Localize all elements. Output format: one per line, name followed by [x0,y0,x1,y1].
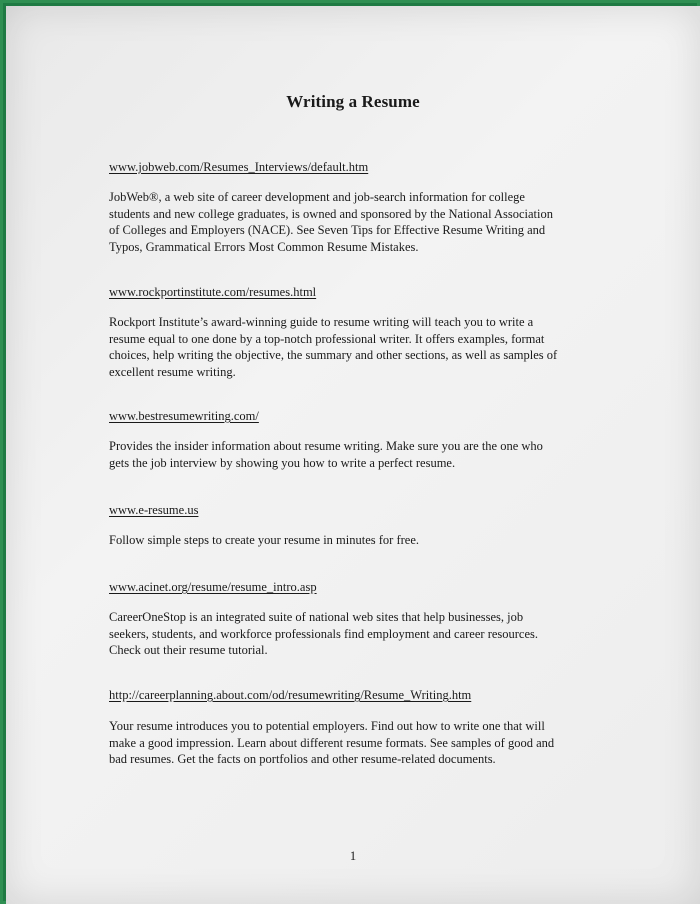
resource-description-e-resume [109,532,609,549]
description-line: choices, help writing the objective, the summary and other sections, as well as samples of [109,348,558,362]
description-line: Provides the insider information about resume writing. Make sure you are the one who [109,439,543,453]
resource-description-acinet [109,609,609,659]
description-line: JobWeb®, a web site of career development and job-search information for college [109,190,525,204]
description-line: CareerOneStop is an integrated suite of national web sites that help businesses, job [109,610,524,624]
resource-description-jobweb [109,189,609,255]
document-page [6,6,700,904]
resource-description-bestresumewriting [109,438,609,471]
description-line: Your resume introduces you to potential employers. Find out how to write one that will [109,719,545,733]
resource-description-rockport [109,314,609,380]
page-number: 1 [349,849,357,863]
description-line: students and new college graduates, is owned and sponsored by the National Association [109,206,554,221]
resource-link-bestresumewriting[interactable]: www.bestresumewriting.com/ [109,409,259,423]
description-line: excellent resume writing. [109,364,236,379]
description-line: Rockport Institute’s award-winning guide to resume writing will teach you to write a [109,315,534,329]
page-title: Writing a Resume [286,92,420,111]
description-line: Check out their resume tutorial. [109,643,268,657]
resource-link-careerplanning[interactable]: http://careerplanning.about.com/od/resumewriting/Resume_Writing.htm [109,688,472,702]
description-line: resume equal to one done by a top-notch professional writer. It offers examples, format [109,331,545,346]
resource-link-jobweb[interactable]: www.jobweb.com/Resumes_Interviews/default.htm [109,160,369,174]
description-line: bad resumes. Get the facts on portfolios and other resume-related documents. [109,752,496,766]
resource-link-acinet[interactable]: www.acinet.org/resume/resume_intro.asp [109,580,317,594]
resource-description-careerplanning [109,718,609,768]
description-line: gets the job interview by showing you how to write a perfect resume. [109,455,456,470]
description-line: seekers, students, and workforce professionals find employment and career resources. [109,626,539,641]
description-line: Follow simple steps to create your resume in minutes for free. [109,533,419,547]
resource-link-e-resume[interactable]: www.e-resume.us [109,503,199,517]
description-line: Typos, Grammatical Errors Most Common Resume Mistakes. [109,239,419,254]
description-line: of Colleges and Employers (NACE). See Seven Tips for Effective Resume Writing and [109,223,546,237]
resource-link-rockport[interactable]: www.rockportinstitute.com/resumes.html [109,285,317,299]
description-line: make a good impression. Learn about different resume formats. See samples of good and [109,735,555,750]
